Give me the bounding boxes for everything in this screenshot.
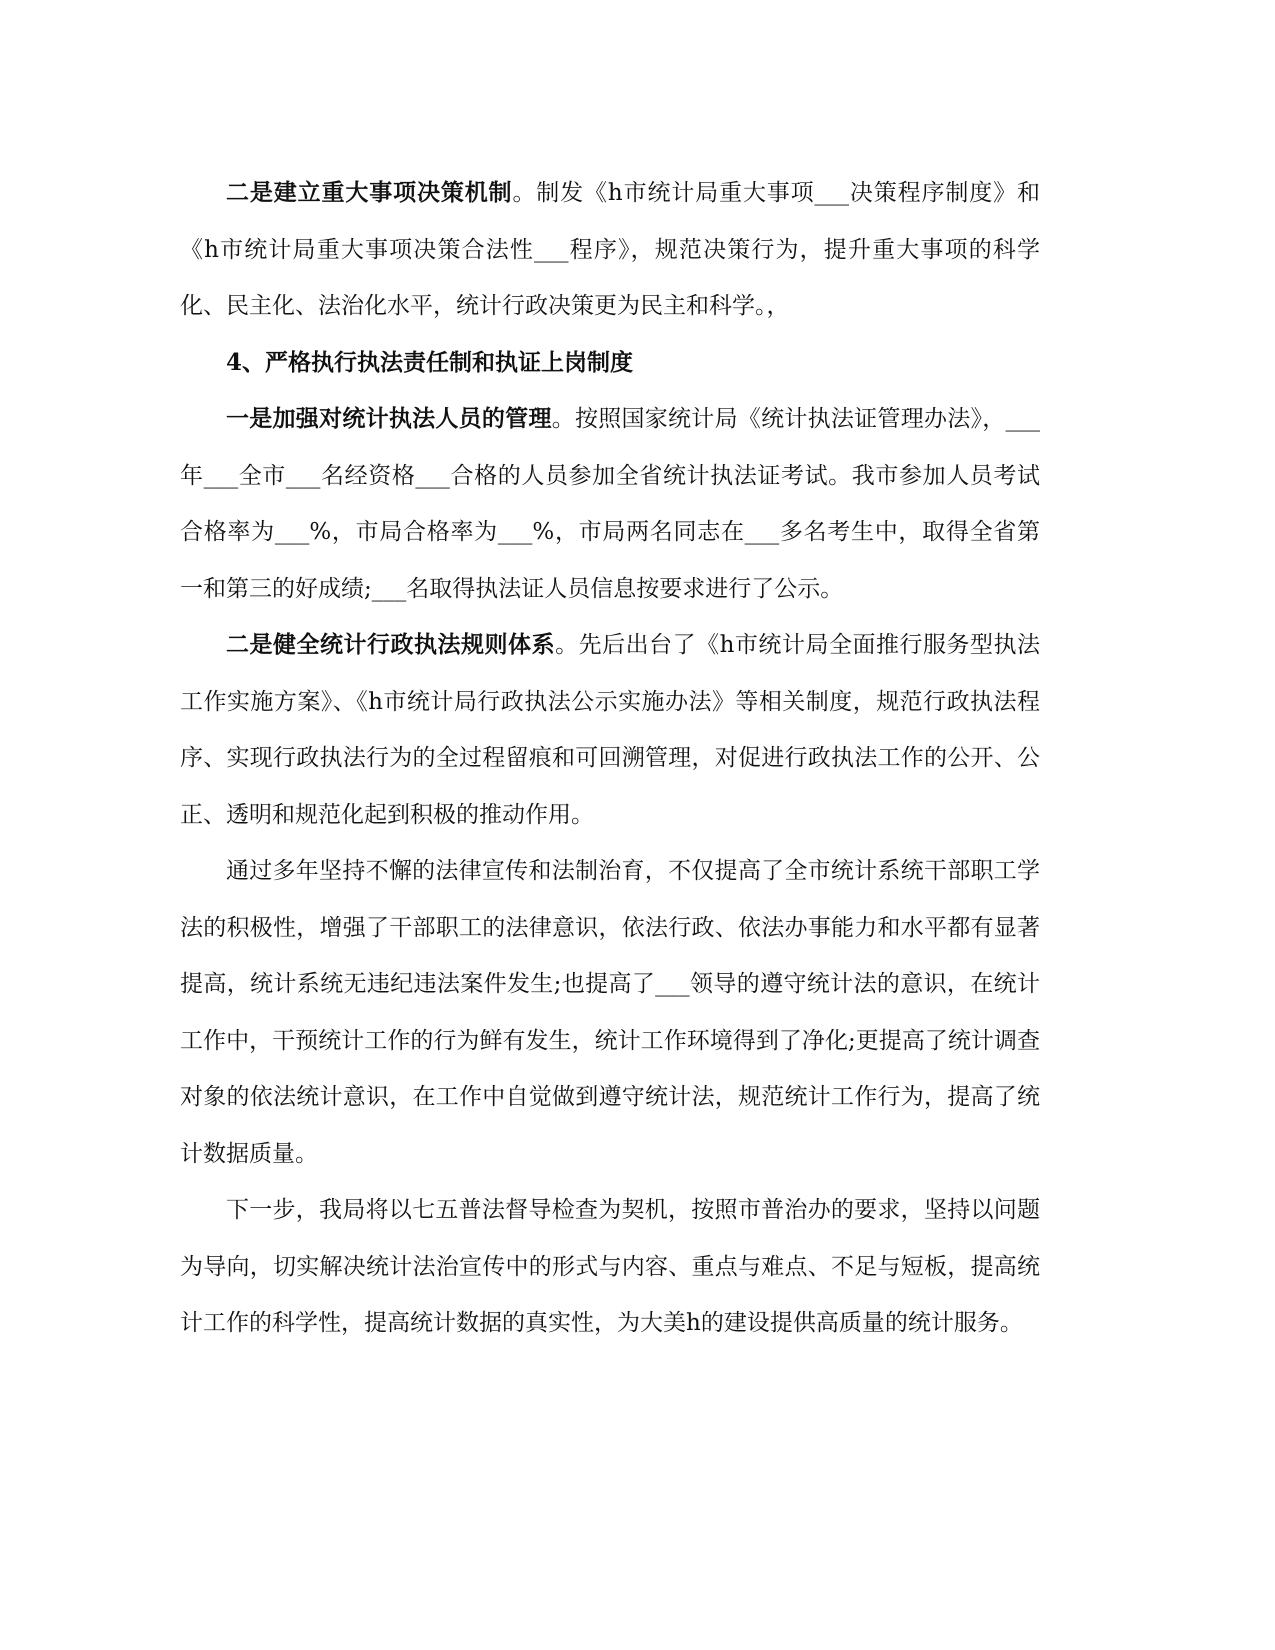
paragraph-lead: 二是建立重大事项决策机制 bbox=[226, 179, 513, 206]
section-heading: 4、严格执行执法责任制和执证上岗制度 bbox=[226, 348, 634, 376]
paragraph-personnel-management bbox=[180, 391, 1040, 617]
paragraph-decision-mechanism bbox=[180, 165, 1040, 335]
paragraph-summary: 通过多年坚持不懈的法律宣传和法制治育，不仅提高了全市统计系统干部职工学法的积极性，增强了干部职工的法律意识，依法行政、依法办事能力和水平都有显著提高，统计系统无违纪违法案件发生;也提高了___领导的遵守统计法的意识，在统计工作中，干预统计工作的行为鲜有发生，统计工作环境得到了净化;更提高了统计调查对象的依法统计意识，在工作中自觉做到遵守统计法，规范统计工作行为，提高了统计数据质量。 bbox=[180, 858, 1040, 1167]
paragraph-enforcement-rules bbox=[180, 617, 1040, 843]
paragraph-next-steps: 下一步，我局将以七五普法督导检查为契机，按照市普治办的要求，坚持以问题为导向，切实解决统计法治宣传中的形式与内容、重点与难点、不足与短板，提高统计工作的科学性，提高统计数据的真实性，为大美h的建设提供高质量的统计服务。 bbox=[180, 1197, 1040, 1336]
paragraph-lead: 一是加强对统计执法人员的管理 bbox=[226, 405, 552, 432]
document-page bbox=[180, 165, 1040, 1352]
paragraph-text: 。先后出台了《h市统计局全面推行服务型执法工作实施方案》、《h市统计局行政执法公示实施办法》等相关制度，规范行政执法程序、实现行政执法行为的全过程留痕和可回溯管理，对促进行政执法工作的公开、公正、透明和规范化起到积极的推动作用。 bbox=[180, 632, 1040, 828]
paragraph-text: 。按照国家统计局《统计执法证管理办法》，___年___全市___名经资格___合格的人员参加全省统计执法证考试。我市参加人员考试合格率为___%，市局合格率为___%，市局两名同志在___多名考生中，取得全省第一和第三的好成绩;___名取得执法证人员信息按要求进行了公示。 bbox=[180, 406, 1041, 602]
paragraph-lead: 二是健全统计行政执法规则体系 bbox=[226, 631, 556, 658]
paragraph-text: 。制发《h市统计局重大事项___决策程序制度》和《h市统计局重大事项决策合法性___程序》，规范决策行为，提升重大事项的科学化、民主化、法治化水平，统计行政决策更为民主和科学。， bbox=[180, 180, 1040, 319]
